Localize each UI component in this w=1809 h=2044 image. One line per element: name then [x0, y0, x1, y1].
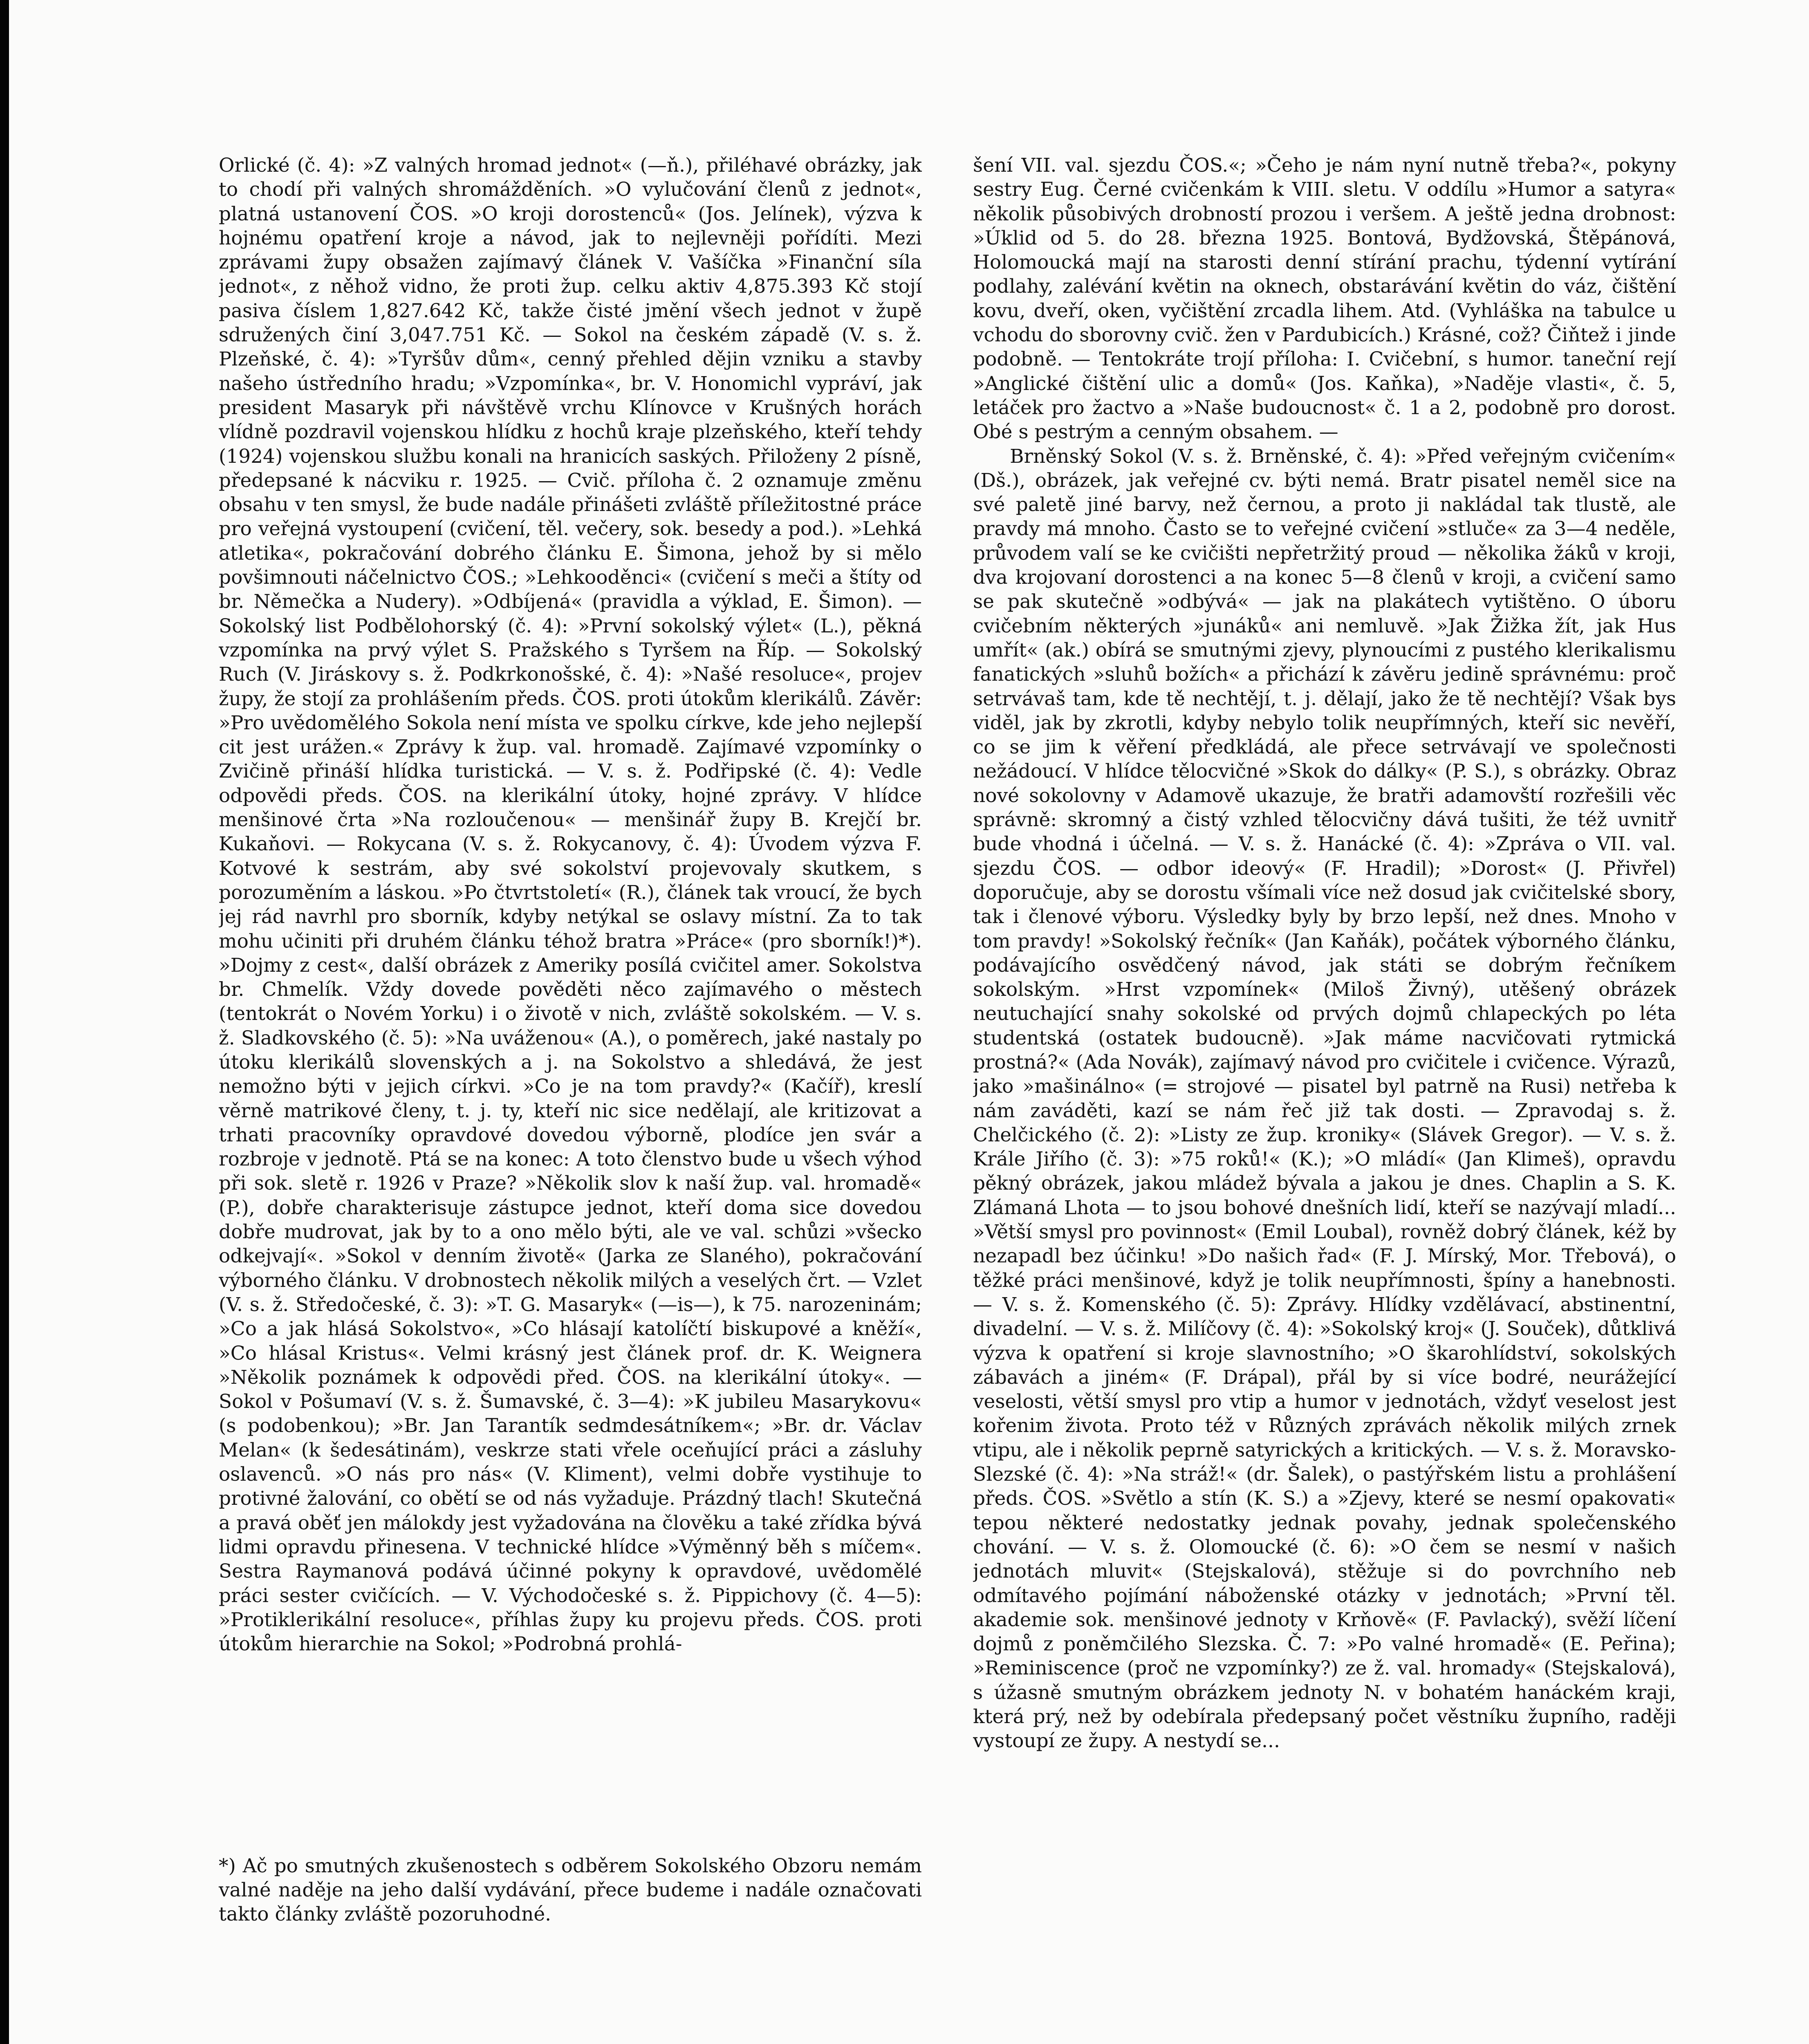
- left-column: [219, 153, 922, 2034]
- right-column: [973, 153, 1676, 2034]
- right-column-paragraph-1: šení VII. val. sjezdu ČOS.«; »Čeho je nám nyní nutně třeba?«, pokyny sestry Eug. Černé cvičenkám k VIII. sletu. V oddílu »Humor a satyra« několik působivých drobností prozou i veršem. A ještě jedna drobnost: »Úklid od 5. do 28. března 1925. Bontová, Bydžovská, Štěpánová, Holomoucká mají na starosti denní stírání prachu, týdenní vytírání podlahy, zalévání květin na oknech, obstarávání květin do váz, čištění kovu, dveří, oken, vyčištění zrcadla lihem. Atd. (Vyhláška na tabulce u vchodu do sborovny cvič. žen v Pardubicích.) Krásné, což? Čiňtež i jinde podobně. — Tentokráte trojí příloha: I. Cvičební, s humor. taneční rejí »Anglické čištění ulic a domů« (Jos. Kaňka), »Naděje vlasti«, č. 5, letáček pro žactvo a »Naše budoucnost« č. 1 a 2, podobně pro dorost. Obé s pestrým a cenným obsahem. —: [973, 154, 1676, 444]
- left-column-paragraph: Orlické (č. 4): »Z valných hromad jednot« (—ň.), přiléhavé obrázky, jak to chodí při valných shromážděních. »O vylučování členů z jednot«, platná ustanovení ČOS. »O kroji dorostenců« (Jos. Jelínek), výzva k hojnému opatření kroje a návod, jak to nejlevněji pořídíti. Mezi zprávami župy obsažen zajímavý článek V. Vašíčka »Finanční síla jednot«, z něhož vidno, že proti žup. celku aktiv 4,875.393 Kč stojí pasiva číslem 1,827.642 Kč, takže čisté jmění všech jednot v župě sdružených činí 3,047.751 Kč. — Sokol na českém západě (V. s. ž. Plzeňské, č. 4): »Tyršův dům«, cenný přehled dějin vzniku a stavby našeho ústředního hradu; »Vzpomínka«, br. V. Honomichl vypráví, jak president Masaryk při návštěvě vrchu Klínovce v Krušných horách vlídně pozdravil vojenskou hlídku z hochů kraje plzeňského, kteří tehdy (1924) vojenskou službu konali na hranicích saských. Přiloženy 2 písně, předepsané k nácviku r. 1925. — Cvič. příloha č. 2 oznamuje změnu obsahu v ten smysl, že bude nadále přinášeti zvláště příležitostné práce pro veřejná vystoupení (cvičení, těl. večery, sok. besedy a pod.). »Lehká atletika«, pokračování dobrého článku E. Šimona, jehož by si mělo povšimnouti náčelnictvo ČOS.; »Lehkooděnci« (cvičení s meči a štíty od br. Němečka a Nudery). »Odbíjená« (pravidla a výklad, E. Šimon). — Sokolský list Podbělohorský (č. 4): »První sokolský výlet« (L.), pěkná vzpomínka na prvý výlet S. Pražského s Tyršem na Říp. — Sokolský Ruch (V. Jiráskovy s. ž. Podkrkonošské, č. 4): »Našé resoluce«, projev župy, že stojí za prohlášením předs. ČOS. proti útokům klerikálů. Závěr: »Pro uvědomělého Sokola není místa ve spolku církve, kde jeho nejlepší cit jest urážen.« Zprávy k žup. val. hromadě. Zajímavé vzpomínky o Zvičině přináší hlídka turistická. — V. s. ž. Podřipské (č. 4): Vedle odpovědi předs. ČOS. na klerikální útoky, hojné zprávy. V hlídce menšinové črta »Na rozloučenou« — menšinář župy B. Krejčí br. Kukaňovi. — Rokycana (V. s. ž. Rokycanovy, č. 4): Úvodem výzva F. Kotvové k sestrám, aby své sokolství projevovaly skutkem, s porozuměním a láskou. »Po čtvrtstoletí« (R.), článek tak vroucí, že bych jej rád navrhl pro sborník, kdyby netýkal se oslavy místní. Za to tak mohu učiniti při druhém článku téhož bratra »Práce« (pro sborník!)*). »Dojmy z cest«, další obrázek z Ameriky posílá cvičitel amer. Sokolstva br. Chmelík. Vždy dovede pověděti něco zajímavého o městech (tentokrát o Novém Yorku) i o životě v nich, zvláště sokolském. — V. s. ž. Sladkovského (č. 5): »Na uváženou« (A.), o poměrech, jaké nastaly po útoku klerikálů slovenských a j. na Sokolstvo a shledává, že jest nemožno býti v jejich církvi. »Co je na tom pravdy?« (Kačíř), kreslí věrně matrikové členy, t. j. ty, kteří nic sice nedělají, ale kritizovat a trhati pracovníky opravdové dovedou výborně, plodíce jen svár a rozbroje v jednotě. Ptá se na konec: A toto členstvo bude u všech výhod při sok. sletě r. 1926 v Praze? »Několik slov k naší žup. val. hromadě« (P.), dobře charakterisuje zástupce jednot, kteří doma sice dovedou dobře mudrovat, jak by to a ono mělo býti, ale ve val. schůzi »všecko odkejvají«. »Sokol v denním životě« (Jarka ze Slaného), pokračování výborného článku. V drobnostech několik milých a veselých črt. — Vzlet (V. s. ž. Středočeské, č. 3): »T. G. Masaryk« (—is—), k 75. narozeninám; »Co a jak hlásá Sokolstvo«, »Co hlásají katolíčtí biskupové a kněží«, »Co hlásal Kristus«. Velmi krásný jest článek prof. dr. K. Weignera »Několik poznámek k odpovědi před. ČOS. na klerikální útoky«. — Sokol v Pošumaví (V. s. ž. Šumavské, č. 3—4): »K jubileu Masarykovu« (s podobenkou); »Br. Jan Tarantík sedmdesátníkem«; »Br. dr. Václav Melan« (k šedesátinám), veskrze stati vřele oceňující práci a zásluhy oslavenců. »O nás pro nás« (V. Kliment), velmi dobře vystihuje to protivné žalování, co obětí se od nás vyžaduje. Prázdný tlach! Skutečná a pravá oběť jen málokdy jest vyžadována na člověku a také zřídka bývá lidmi opravdu přinesena. V technické hlídce »Výměnný běh s míčem«. Sestra Raymanová podává účinné pokyny k opravdové, uvědomělé práci sester cvičících. — V. Východočeské s. ž. Pippichovy (č. 4—5): »Protiklerikální resoluce«, příhlas župy ku projevu předs. ČOS. proti útokům hierarchie na Sokol; »Podrobná prohlá-: [219, 154, 922, 1656]
- scan-edge-left: [0, 0, 9, 2044]
- footnote: *) Ač po smutných zkušenostech s odběrem Sokolského Obzoru nemám valné naděje na jeho další vydávání, přece budeme i nadále označovati takto články zvláště pozoruhodné.: [219, 1855, 922, 1925]
- right-column-paragraph-2: Brněnský Sokol (V. s. ž. Brněnské, č. 4): »Před veřejným cvičením« (Dš.), obrázek, jak veřejné cv. býti nemá. Bratr pisatel neměl sice na své paletě jiné barvy, než černou, a proto ji nakládal tak tlustě, ale pravdy má mnoho. Často se to veřejné cvičení »stluče« za 3—4 neděle, průvodem valí se ke cvičišti nepřetržitý proud — několika žáků v kroji, dva krojovaní dorostenci a na konec 5—8 členů v kroji, a cvičení samo se pak skutečně »odbývá« — jak na plakátech vytištěno. O úboru cvičebním některých »junáků« ani nemluvě. »Jak Žižka žít, jak Hus umřít« (ak.) obírá se smutnými zjevy, plynoucími z pustého klerikalismu fanatických »sluhů božích« a přichází k závěru jedině správnému: proč setrvávaš tam, kde tě nechtějí, t. j. dělají, jako že tě nechtějí? Však bys viděl, jak by zkrotli, kdyby nebylo tolik neupřímných, kteří sic nevěří, co se jim k věření předkládá, ale přece setrvávají ve společnosti nežádoucí. V hlídce tělocvičné »Skok do dálky« (P. S.), s obrázky. Obraz nové sokolovny v Adamově ukazuje, že bratři adamovští rozřešili věc správně: skromný a čistý vzhled tělocvičny dává tušiti, že též uvnitř bude vhodná i účelná. — V. s. ž. Hanácké (č. 4): »Zpráva o VII. val. sjezdu ČOS. — odbor ideový« (F. Hradil); »Dorost« (J. Přivřel) doporučuje, aby se dorostu všímali více než dosud jak cvičitelské sbory, tak i členové výboru. Výsledky byly by brzo lepší, než dnes. Mnoho v tom pravdy! »Sokolský řečník« (Jan Kaňák), počátek výborného článku, podávajícího osvědčený návod, jak státi se dobrým řečníkem sokolským. »Hrst vzpomínek« (Miloš Živný), utěšený obrázek neutuchající snahy sokolské od prvých dojmů chlapeckých po léta studentská (ostatek budoucně). »Jak máme nacvičovati rytmická prostná?« (Ada Novák), zajímavý návod pro cvičitele i cvičence. Výrazů, jako »mašinálno« (= strojové — pisatel byl patrně na Rusi) netřeba k nám zaváděti, kazí se nám řeč již tak dosti. — Zpravodaj s. ž. Chelčického (č. 2): »Listy ze žup. kroniky« (Slávek Gregor). — V. s. ž. Krále Jiřího (č. 3): »75 roků!« (K.); »O mládí« (Jan Klimeš), opravdu pěkný obrázek, jakou mládež bývala a jakou je dnes. Chaplin a S. K. Zlámaná Lhota — to jsou bohové dnešních lidí, kteří se nazývají mladí... »Větší smysl pro povinnost« (Emil Loubal), rovněž dobrý článek, kéž by nezapadl bez účinku! »Do našich řad« (F. J. Mírský, Mor. Třebová), o těžké práci menšinové, když je tolik neupřímnosti, špíny a hanebnosti. — V. s. ž. Komenského (č. 5): Zprávy. Hlídky vzdělávací, abstinentní, divadelní. — V. s. ž. Milíčovy (č. 4): »Sokolský kroj« (J. Souček), důtklivá výzva k opatření si kroje slavnostního; »O škarohlídství, sokolských zábavách a jiném« (F. Drápal), přál by si více bodré, neurážející veselosti, větší smysl pro vtip a humor v jednotách, vždyť veselost jest kořenim života. Proto též v Různých zprávách několik milých zrnek vtipu, ale i několik peprně satyrických a kritických. — V. s. ž. Moravsko-Slezské (č. 4): »Na stráž!« (dr. Šalek), o pastýřském listu a prohlášení předs. ČOS. »Světlo a stín (K. S.) a »Zjevy, které se nesmí opakovati« tepou některé nedostatky jednak povahy, jednak společenského chování. — V. s. ž. Olomoucké (č. 6): »O čem se nesmí v našich jednotách mluvit« (Stejskalová), stěžuje si do povrchního neb odmítavého pojímání náboženské otázky v jednotách; »První těl. akademie sok. menšinové jednoty v Krňově« (F. Pavlacký), svěží líčení dojmů z poněmčilého Slezska. Č. 7: »Po valné hromadě« (E. Peřina); »Reminiscence (proč ne vzpomínky?) ze ž. val. hromady« (Stejskalová), s úžasně smutným obrázkem jednoty N. v bohatém hanáckém kraji, která prý, než by odebírala předepsaný počet věstníku župního, raději vystoupí ze župy. A nestydí se...: [973, 445, 1676, 1753]
